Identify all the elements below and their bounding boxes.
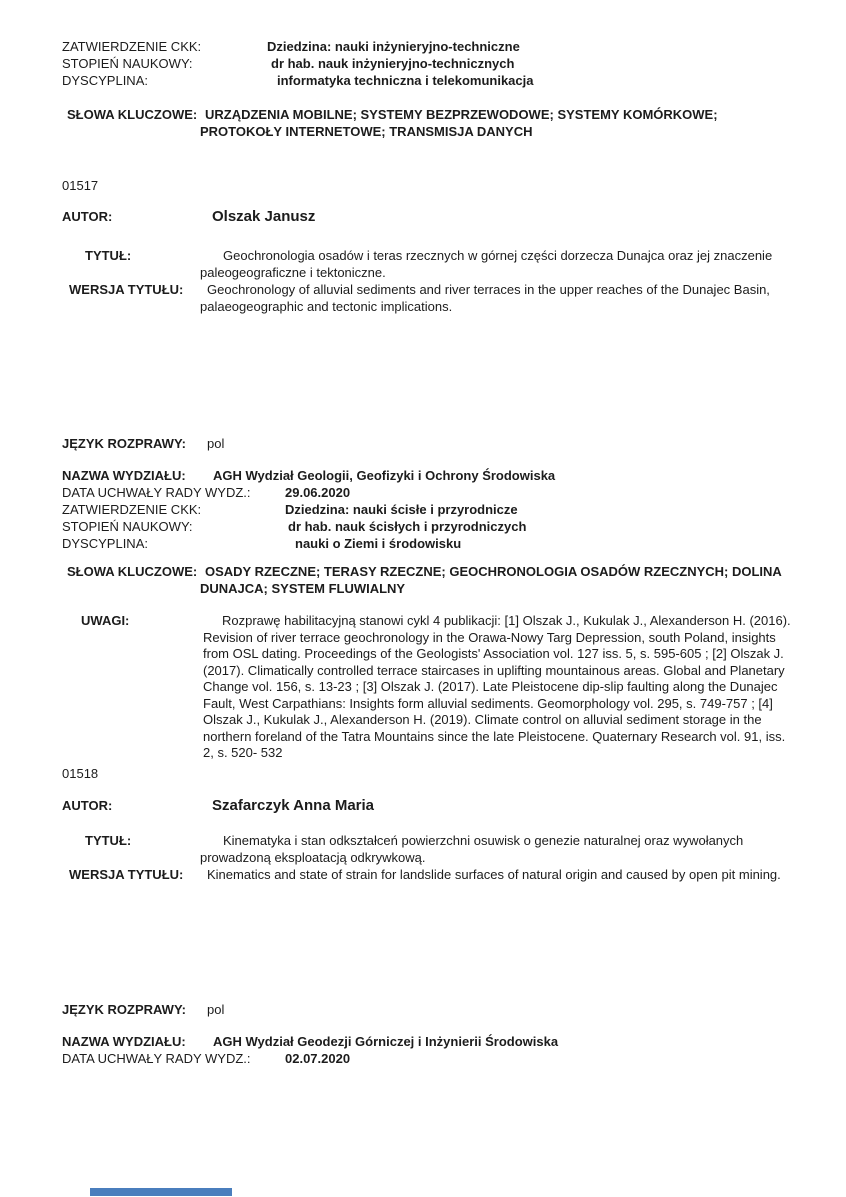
field-value-dyscyplina: informatyka techniczna i telekomunikacja <box>277 73 534 88</box>
field-row-tytul <box>0 832 846 866</box>
field-value-dyscyplina: nauki o Ziemi i środowisku <box>295 536 462 551</box>
field-value-data: 02.07.2020 <box>285 1050 351 1066</box>
field-row-jezyk <box>0 1001 846 1018</box>
field-row-autor <box>0 207 846 227</box>
bottom-blue-bar <box>90 1188 232 1196</box>
field-value-wydzial: AGH Wydział Geodezji Górniczej i Inżynierii Środowiska <box>213 1033 559 1049</box>
field-label-data: DATA UCHWAŁY RADY WYDZ.: <box>62 1050 251 1066</box>
field-label-uwagi: UWAGI: <box>81 613 130 628</box>
field-label-dyscyplina: DYSCYPLINA: <box>62 73 148 88</box>
field-value-stopien: dr hab. nauk ścisłych i przyrodniczych <box>288 519 527 534</box>
field-row-data <box>0 1050 846 1067</box>
field-value-tytul: Geochronologia osadów i teras rzecznych w górnej części dorzecza Dunajca oraz jej znaczenie paleogeograficzne i tektoniczne. <box>200 248 773 280</box>
field-row-wersja <box>0 281 846 315</box>
field-label-data: DATA UCHWAŁY RADY WYDZ.: <box>62 485 251 500</box>
field-value-autor: Szafarczyk Anna Maria <box>212 796 375 814</box>
field-row-autor <box>0 796 846 816</box>
field-value-tytul: Kinematyka i stan odkształceń powierzchni osuwisk o genezie naturalnej oraz wywołanych prowadzoną eksploatacją odkrywkową. <box>200 832 744 865</box>
field-label-keywords: SŁOWA KLUCZOWE: <box>67 107 198 122</box>
field-label-tytul: TYTUŁ: <box>85 832 132 848</box>
field-row-wersja <box>0 866 846 883</box>
field-label-wersja: WERSJA TYTUŁU: <box>69 866 184 882</box>
field-label-jezyk: JĘZYK ROZPRAWY: <box>62 1001 186 1017</box>
field-label-stopien: STOPIEŃ NAUKOWY: <box>62 519 193 534</box>
field-value-keywords: URZĄDZENIA MOBILNE; SYSTEMY BEZPRZEWODOWE; SYSTEMY KOMÓRKOWE; PROTOKOŁY INTERNETOWE; TRANSMISJA DANYCH <box>200 107 718 139</box>
field-label-dyscyplina: DYSCYPLINA: <box>62 536 148 551</box>
field-label-ckk: ZATWIERDZENIE CKK: <box>62 502 202 517</box>
field-value-keywords: OSADY RZECZNE; TERASY RZECZNE; GEOCHRONOLOGIA OSADÓW RZECZNYCH; DOLINA DUNAJCA; SYSTEM FLUWIALNY <box>200 564 782 596</box>
field-row-tytul <box>0 247 846 281</box>
field-label-keywords: SŁOWA KLUCZOWE: <box>67 564 198 579</box>
field-label-autor: AUTOR: <box>62 797 113 813</box>
field-value-data: 29.06.2020 <box>285 485 351 500</box>
field-value-ckk: Dziedzina: nauki inżynieryjno-techniczne <box>267 39 520 54</box>
field-value-wersja: Geochronology of alluvial sediments and river terraces in the upper reaches of the Dunajec Basin, palaeogeographic and tectonic implications. <box>200 282 770 314</box>
field-row-ckk-prev <box>0 38 846 55</box>
field-row-uwagi <box>0 613 846 762</box>
field-label-ckk: ZATWIERDZENIE CKK: <box>62 39 202 54</box>
field-label-stopien: STOPIEŃ NAUKOWY: <box>62 56 193 71</box>
field-row-jezyk <box>0 435 846 452</box>
field-row-keywords <box>0 563 846 597</box>
field-row-stopien <box>0 518 846 535</box>
field-row-data <box>0 484 846 501</box>
field-value-jezyk: pol <box>207 436 225 451</box>
field-value-jezyk: pol <box>207 1001 225 1017</box>
field-row-wydzial <box>0 467 846 484</box>
field-row-wydzial <box>0 1033 846 1050</box>
field-value-wydzial: AGH Wydział Geologii, Geofizyki i Ochrony Środowiska <box>213 468 556 483</box>
field-row-dyscyplina-prev <box>0 72 846 89</box>
field-label-wydzial: NAZWA WYDZIAŁU: <box>62 468 186 483</box>
field-value-ckk: Dziedzina: nauki ścisłe i przyrodnicze <box>285 502 518 517</box>
field-value-uwagi: Rozprawę habilitacyjną stanowi cykl 4 publikacji: [1] Olszak J., Kukulak J., Alexanderson H. (2016). Revision of river terrace geochronology in the Orawa-Nowy Targ Depression, south Poland, insights from OSL dating. Proceedings of the Geologists' Association vol. 127 iss. 5, s. 595-605 ; [2] Olszak J. (2017). Climatically controlled terrace staircases in uplifting mountainous areas. Global and Planetary Change vol. 156, s. 13-23 ; [3] Olszak J. (2017). Late Pleistocene dip-slip faulting along the Dunajec Fault, West Carpathians: Insights form alluvial sediments. Geomorphology vol. 295, s. 749-757 ; [4] Olszak J., Kukulak J., Alexanderson H. (2019). Climate control on alluvial sediment storage in the northern foreland of the Tatra Mountains since the late Pleistocene. Quaternary Research vol. 91, iss. 2, s. 520- 532 <box>203 613 791 760</box>
field-row-keywords-prev <box>0 106 846 140</box>
field-label-jezyk: JĘZYK ROZPRAWY: <box>62 436 186 451</box>
field-label-autor: AUTOR: <box>62 209 113 224</box>
record-id: 01518 <box>62 765 99 781</box>
record-id: 01517 <box>62 178 99 193</box>
field-row-stopien-prev <box>0 55 846 72</box>
field-row-dyscyplina <box>0 535 846 552</box>
field-row-ckk <box>0 501 846 518</box>
field-value-stopien: dr hab. nauk inżynieryjno-technicznych <box>271 56 515 71</box>
field-label-tytul: TYTUŁ: <box>85 248 132 263</box>
field-label-wersja: WERSJA TYTUŁU: <box>69 282 184 297</box>
field-value-autor: Olszak Janusz <box>212 208 316 225</box>
field-label-wydzial: NAZWA WYDZIAŁU: <box>62 1033 186 1049</box>
field-value-wersja: Kinematics and state of strain for landslide surfaces of natural origin and caused by open pit mining. <box>207 866 781 882</box>
